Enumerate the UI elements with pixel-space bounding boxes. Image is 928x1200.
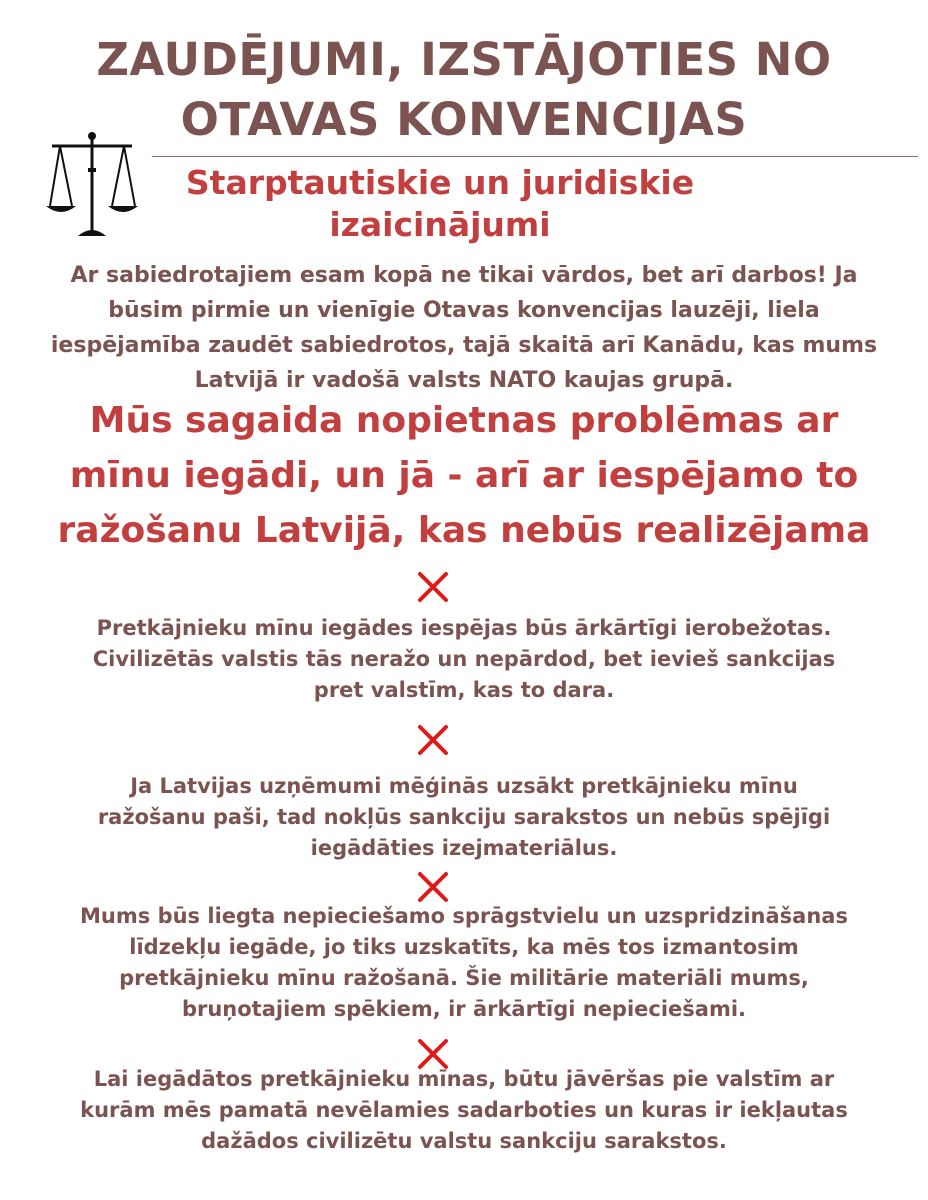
page-title-line-2: OTAVAS KONVENCIJAS	[180, 93, 748, 146]
headline-line: mīnu iegādi, un jā - arī ar iespējamo to	[69, 455, 859, 496]
point-line: līdzekļu iegāde, jo tiks uzskatīts, ka mēs tos izmantosim	[129, 935, 799, 959]
section-subtitle	[140, 162, 740, 246]
section-subtitle-line-1: Starptautiskie un juridiskie	[185, 163, 695, 202]
point-paragraph-1	[14, 613, 914, 706]
red-x-icon	[416, 570, 450, 604]
point-line: Ja Latvijas uzņēmumi mēģinās uzsākt pretkājnieku mīnu	[130, 774, 798, 798]
headline-line: ražošanu Latvijā, kas nebūs realizējama	[57, 510, 871, 551]
point-paragraph-4	[14, 1064, 914, 1157]
headline-line: Mūs sagaida nopietnas problēmas ar	[89, 400, 839, 441]
point-line: pret valstīm, kas to dara.	[313, 678, 615, 702]
point-line: pretkājnieku mīnu ražošanā. Šie militārie materiāli mums,	[119, 966, 809, 990]
intro-paragraph	[14, 258, 914, 398]
point-paragraph-3	[14, 901, 914, 1025]
scales-of-justice-icon	[44, 128, 140, 240]
intro-line: iespējamība zaudēt sabiedrotos, tajā skaitā arī Kanādu, kas mums	[50, 333, 878, 358]
point-line: Lai iegādātos pretkājnieku mīnas, būtu jāvēršas pie valstīm ar	[93, 1067, 835, 1091]
point-line: kurām mēs pamatā nevēlamies sadarboties un kuras ir iekļautas	[80, 1098, 848, 1122]
point-line: iegādāties izejmateriālus.	[310, 836, 618, 860]
headline-statement	[14, 393, 914, 558]
point-paragraph-2	[14, 771, 914, 864]
intro-line: Ar sabiedrotajiem esam kopā ne tikai vārdos, bet arī darbos! Ja	[70, 263, 858, 288]
point-line: bruņotajiem spēkiem, ir ārkārtīgi nepieciešami.	[181, 997, 747, 1021]
point-line: ražošanu paši, tad nokļūs sankciju sarakstos un nebūs spējīgi	[97, 805, 831, 829]
section-subtitle-line-2: izaicinājumi	[329, 205, 551, 244]
page-title-line-1: ZAUDĒJUMI, IZSTĀJOTIES NO	[96, 33, 832, 86]
title-divider	[152, 156, 918, 157]
point-line: dažādos civilizētu valstu sankciju sarakstos.	[201, 1129, 727, 1153]
intro-line: Latvijā ir vadošā valsts NATO kaujas grupā.	[194, 368, 734, 393]
intro-line: būsim pirmie un vienīgie Otavas konvencijas lauzēji, liela	[108, 298, 820, 323]
point-line: Civilizētās valstis tās neražo un nepārdod, bet ievieš sankcijas	[92, 647, 836, 671]
point-line: Pretkājnieku mīnu iegādes iespējas būs ārkārtīgi ierobežotas.	[96, 616, 832, 640]
red-x-icon	[416, 870, 450, 904]
red-x-icon	[416, 723, 450, 757]
point-line: Mums būs liegta nepieciešamo sprāgstvielu un uzspridzināšanas	[80, 904, 848, 928]
